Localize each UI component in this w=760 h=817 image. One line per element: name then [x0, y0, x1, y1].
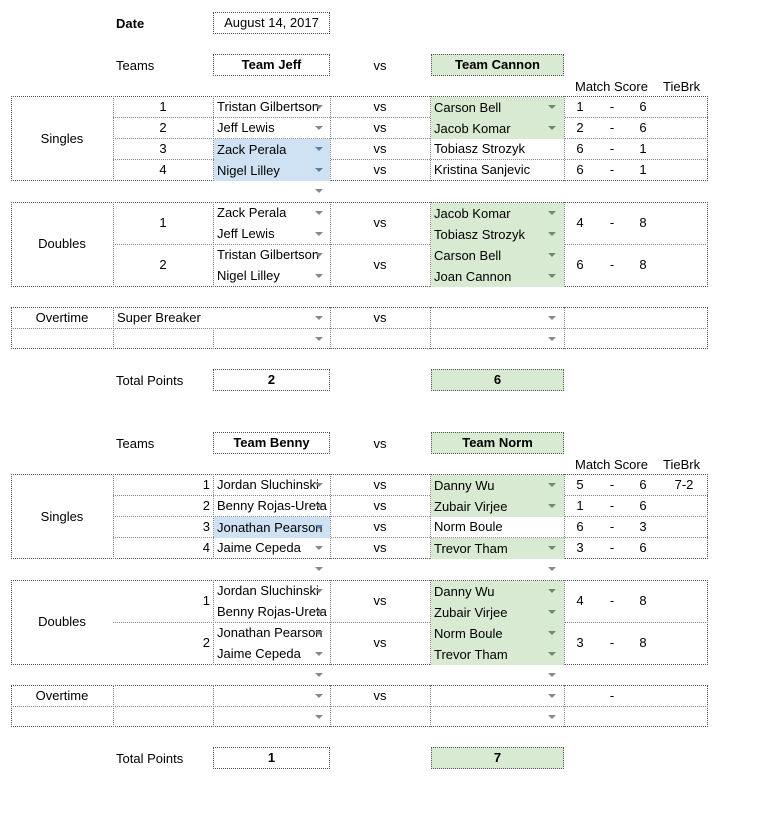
doubles-left-player[interactable]: Benny Rojas-Ureta [217, 604, 327, 619]
vs-label: vs [373, 635, 387, 650]
singles-left-player[interactable]: Jeff Lewis [217, 120, 275, 135]
singles-right-player[interactable]: Kristina Sanjevic [434, 162, 531, 177]
overtime-label: Overtime [35, 688, 89, 703]
score-dash: - [609, 215, 615, 230]
score-left[interactable]: 1 [576, 99, 584, 114]
singles-line-number: 3 [202, 519, 210, 534]
tiebreak-header: TieBrk [663, 457, 701, 472]
score-left[interactable]: 3 [576, 635, 584, 650]
vs-label: vs [373, 519, 387, 534]
total-right: 7 [431, 747, 564, 769]
singles-right-player[interactable]: Jacob Komar [431, 118, 564, 139]
doubles-right-player[interactable]: Zubair Virjee [431, 602, 564, 623]
dropdown-arrow-icon[interactable] [548, 274, 556, 278]
dropdown-arrow-icon[interactable] [315, 253, 323, 257]
score-right[interactable]: 3 [639, 519, 647, 534]
score-dash: - [609, 162, 615, 177]
total-right: 6 [431, 369, 564, 391]
dropdown-arrow-icon[interactable] [548, 253, 556, 257]
score-right[interactable]: 8 [639, 593, 647, 608]
dropdown-arrow-icon[interactable] [548, 337, 556, 341]
doubles-right-player[interactable]: Carson Bell [431, 245, 564, 266]
dropdown-arrow-icon[interactable] [548, 673, 556, 677]
score-left[interactable]: 4 [576, 593, 584, 608]
dropdown-arrow-icon[interactable] [315, 274, 323, 278]
score-left[interactable]: 5 [576, 477, 584, 492]
singles-label: Singles [40, 509, 84, 524]
dropdown-arrow-icon[interactable] [315, 715, 323, 719]
doubles-line-number: 2 [202, 635, 210, 650]
total-points-label: Total Points [116, 751, 184, 766]
score-right[interactable]: 6 [639, 120, 647, 135]
score-right[interactable]: 8 [639, 257, 647, 272]
teams-label: Teams [116, 436, 155, 451]
doubles-right-player[interactable]: Trevor Tham [431, 644, 564, 665]
score-right[interactable]: 6 [639, 99, 647, 114]
singles-right-player[interactable]: Zubair Virjee [431, 496, 564, 517]
doubles-right-player[interactable]: Jacob Komar [431, 203, 564, 224]
dropdown-arrow-icon[interactable] [315, 316, 323, 320]
dropdown-arrow-icon[interactable] [548, 715, 556, 719]
score-left[interactable]: 4 [576, 215, 584, 230]
score-right[interactable]: 8 [639, 215, 647, 230]
vs-label: vs [373, 310, 387, 325]
singles-left-player[interactable]: Benny Rojas-Ureta [217, 498, 327, 513]
score-right[interactable]: 8 [639, 635, 647, 650]
score-dash: - [609, 99, 615, 114]
dropdown-arrow-icon[interactable] [548, 483, 556, 487]
dropdown-arrow-icon[interactable] [548, 567, 556, 571]
singles-right-player[interactable]: Danny Wu [431, 475, 564, 496]
doubles-line-number: 2 [159, 257, 167, 272]
dropdown-arrow-icon[interactable] [548, 105, 556, 109]
score-dash: - [609, 141, 615, 156]
score-left[interactable]: 6 [576, 257, 584, 272]
score-dash: - [609, 120, 615, 135]
match-score-header: Match Score [575, 79, 648, 94]
singles-left-player[interactable]: Jonathan Pearson [214, 517, 330, 538]
doubles-left-player[interactable]: Tristan Gilbertson [217, 247, 320, 262]
doubles-left-player[interactable]: Jeff Lewis [217, 226, 275, 241]
score-dash: - [609, 635, 615, 650]
doubles-left-player[interactable]: Jordan Sluchinski [217, 583, 319, 598]
team-right-name[interactable]: Team Cannon [431, 54, 564, 76]
overtime-label: Overtime [35, 310, 89, 325]
score-right[interactable]: 6 [639, 540, 647, 555]
doubles-line-number: 1 [159, 215, 167, 230]
overtime-type[interactable] [114, 685, 330, 706]
vs-label: vs [373, 162, 387, 177]
dropdown-arrow-icon[interactable] [315, 567, 323, 571]
teams-label: Teams [116, 58, 155, 73]
score-left[interactable]: 2 [576, 120, 584, 135]
dropdown-arrow-icon[interactable] [315, 232, 323, 236]
singles-right-player[interactable]: Trevor Tham [431, 538, 564, 559]
singles-line-number: 1 [159, 99, 167, 114]
doubles-left-player[interactable]: Jaime Cepeda [217, 646, 301, 661]
dropdown-arrow-icon[interactable] [315, 126, 323, 130]
dropdown-arrow-icon[interactable] [315, 525, 323, 529]
team-left-name[interactable]: Team Benny [213, 432, 330, 454]
singles-line-number: 1 [202, 477, 210, 492]
score-dash: - [609, 519, 615, 534]
doubles-left-player[interactable]: Jonathan Pearson [217, 625, 323, 640]
dropdown-arrow-icon[interactable] [315, 546, 323, 550]
dropdown-arrow-icon[interactable] [548, 694, 556, 698]
score-right[interactable]: 1 [639, 162, 647, 177]
date-field[interactable]: August 14, 2017 [213, 12, 330, 34]
score-left[interactable]: 6 [576, 141, 584, 156]
doubles-line-number: 1 [202, 593, 210, 608]
dropdown-arrow-icon[interactable] [315, 211, 323, 215]
tiebreak-score[interactable]: 7-2 [674, 477, 694, 492]
singles-left-player[interactable]: Zack Perala [214, 139, 330, 160]
vs-label: vs [373, 120, 387, 135]
dropdown-arrow-icon[interactable] [548, 652, 556, 656]
dropdown-arrow-icon[interactable] [315, 631, 323, 635]
dropdown-arrow-icon[interactable] [315, 168, 323, 172]
vs-label: vs [373, 593, 387, 608]
dropdown-arrow-icon[interactable] [315, 694, 323, 698]
score-dash: - [609, 257, 615, 272]
dropdown-arrow-icon[interactable] [548, 610, 556, 614]
vs-label: vs [373, 540, 387, 555]
score-dash: - [609, 593, 615, 608]
vs-label: vs [373, 498, 387, 513]
dropdown-arrow-icon[interactable] [548, 631, 556, 635]
score-right[interactable]: 6 [639, 477, 647, 492]
singles-left-player[interactable]: Jordan Sluchinski [217, 477, 319, 492]
team-right-name[interactable]: Team Norm [431, 432, 564, 454]
vs-label: vs [373, 688, 387, 703]
dropdown-arrow-icon[interactable] [315, 337, 323, 341]
singles-right-player[interactable]: Carson Bell [431, 97, 564, 118]
doubles-left-player[interactable]: Zack Perala [217, 205, 287, 220]
tiebreak-header: TieBrk [663, 79, 701, 94]
score-left[interactable]: 1 [576, 498, 584, 513]
doubles-right-player[interactable]: Danny Wu [431, 581, 564, 602]
score-left[interactable]: 3 [576, 540, 584, 555]
doubles-right-player[interactable]: Tobiasz Strozyk [431, 224, 564, 245]
vs-label: vs [373, 436, 387, 451]
dropdown-arrow-icon[interactable] [315, 504, 323, 508]
score-right[interactable]: 1 [639, 141, 647, 156]
vs-label: vs [373, 215, 387, 230]
vs-label: vs [373, 58, 387, 73]
doubles-label: Doubles [38, 614, 86, 629]
doubles-right-player[interactable]: Norm Boule [431, 623, 564, 644]
singles-left-player[interactable]: Nigel Lilley [214, 160, 330, 181]
dropdown-arrow-icon[interactable] [548, 589, 556, 593]
total-left: 2 [213, 369, 330, 391]
date-label: Date [116, 16, 145, 31]
doubles-left-player[interactable]: Nigel Lilley [217, 268, 280, 283]
dropdown-arrow-icon[interactable] [315, 610, 323, 614]
score-dash: - [609, 498, 615, 513]
total-left: 1 [213, 747, 330, 769]
score-right[interactable]: 6 [639, 498, 647, 513]
dropdown-arrow-icon[interactable] [315, 673, 323, 677]
dropdown-arrow-icon[interactable] [548, 546, 556, 550]
dropdown-arrow-icon[interactable] [548, 316, 556, 320]
dropdown-arrow-icon[interactable] [315, 189, 323, 193]
match-score-header: Match Score [575, 457, 648, 472]
singles-right-player[interactable]: Norm Boule [434, 519, 503, 534]
doubles-label: Doubles [38, 236, 86, 251]
singles-line-number: 2 [159, 120, 167, 135]
vs-label: vs [373, 141, 387, 156]
singles-left-player[interactable]: Tristan Gilbertson [217, 99, 320, 114]
dropdown-arrow-icon[interactable] [548, 504, 556, 508]
score-left[interactable]: 6 [576, 519, 584, 534]
vs-label: vs [373, 257, 387, 272]
singles-line-number: 4 [202, 540, 210, 555]
overtime-type[interactable]: Super Breaker [117, 310, 201, 325]
team-left-name[interactable]: Team Jeff [213, 54, 330, 76]
singles-label: Singles [40, 131, 84, 146]
total-points-label: Total Points [116, 373, 184, 388]
dropdown-arrow-icon[interactable] [315, 105, 323, 109]
singles-right-player[interactable]: Tobiasz Strozyk [434, 141, 526, 156]
singles-line-number: 3 [159, 141, 167, 156]
singles-left-player[interactable]: Jaime Cepeda [217, 540, 301, 555]
dropdown-arrow-icon[interactable] [548, 211, 556, 215]
dropdown-arrow-icon[interactable] [315, 147, 323, 151]
dropdown-arrow-icon[interactable] [315, 589, 323, 593]
dropdown-arrow-icon[interactable] [315, 652, 323, 656]
score-dash: - [609, 477, 615, 492]
vs-label: vs [373, 99, 387, 114]
score-dash: - [609, 688, 615, 703]
dropdown-arrow-icon[interactable] [548, 232, 556, 236]
singles-line-number: 4 [159, 162, 167, 177]
score-left[interactable]: 6 [576, 162, 584, 177]
score-dash: - [609, 540, 615, 555]
vs-label: vs [373, 477, 387, 492]
doubles-right-player[interactable]: Joan Cannon [431, 266, 564, 287]
dropdown-arrow-icon[interactable] [315, 483, 323, 487]
singles-line-number: 2 [202, 498, 210, 513]
dropdown-arrow-icon[interactable] [548, 126, 556, 130]
